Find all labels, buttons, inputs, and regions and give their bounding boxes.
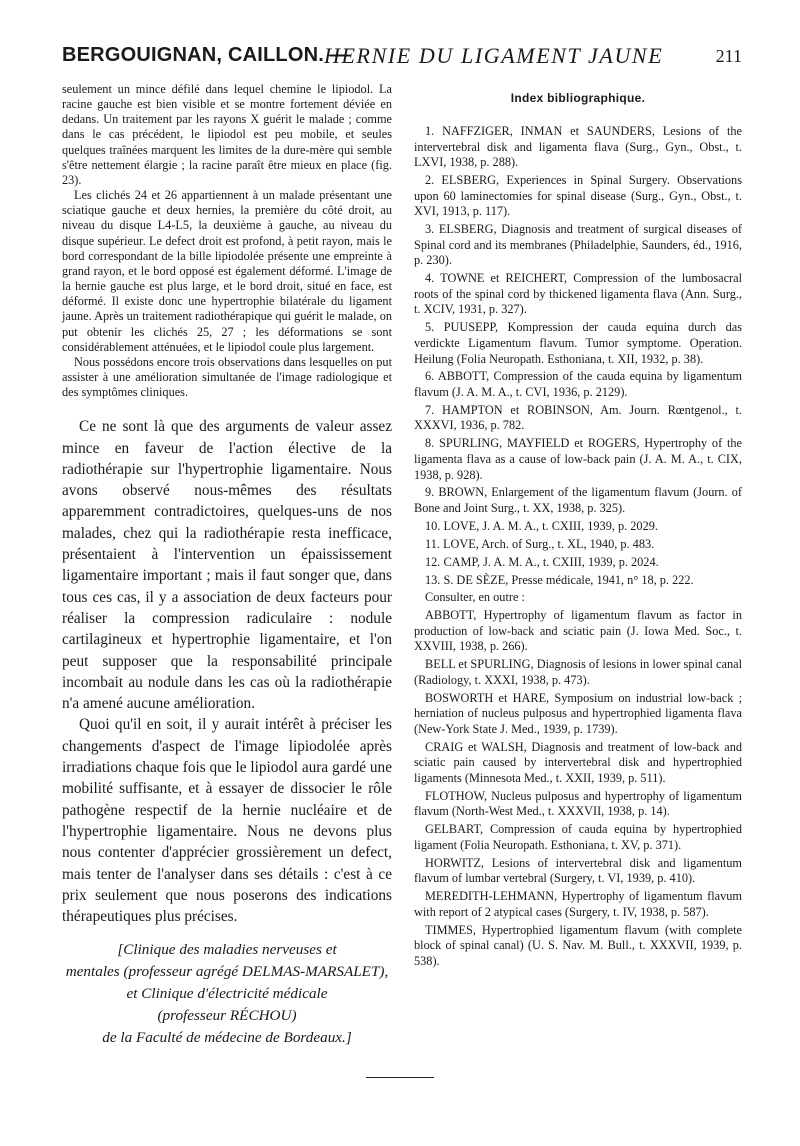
large-text-block (62, 416, 392, 927)
additional-reference-item: TIMMES, Hypertrophied ligamentum flavum (with complete block of spinal canal) (U. S. Nav. M. Bull., t. XXXVII, 1939, p. 538). (414, 922, 742, 968)
reference-item: 2. ELSBERG, Experiences in Spinal Surgery. Observations upon 60 laminectomies for spinal disease (Surg., Gyn., Obst., t. XVI, 1913, p. 117). (414, 173, 742, 219)
affiliation-line: et Clinique d'électricité médicale (126, 985, 328, 1003)
additional-reference-item: FLOTHOW, Nucleus pulposus and hypertrophy of ligamentum flavum (North-West Med., t. XXXVII, 1938, p. 14). (414, 788, 742, 819)
additional-reference-item: ABBOTT, Hypertrophy of ligamentum flavum as factor in production of low-back and sciatic pain (J. Iowa Med. Soc., t. XXVIII, 1938, p. 266). (414, 608, 742, 654)
additional-reference-item: BELL et SPURLING, Diagnosis of lesions in lower spinal canal (Radiology, t. XXXI, 1938, p. 473). (414, 657, 742, 687)
reference-item: 9. BROWN, Enlargement of the ligamentum flavum (Journ. of Bone and Joint Surg., t. XX, 1938, p. 325). (414, 485, 742, 516)
additional-reference-item: BOSWORTH et HARE, Symposium on industrial low-back ; herniation of nucleus pulposus and hypertrophied ligamenta flava (New-York State J. Med., 1939, p. 1739). (414, 690, 742, 736)
affiliation (62, 939, 392, 1049)
reference-item: 10. LOVE, J. A. M. A., t. CXIII, 1939, p. 2029. (425, 518, 658, 533)
additional-reference-item: MEREDITH-LEHMANN, Hypertrophy of ligamentum flavum with report of 2 atypical cases (Surgery, t. IV, 1938, p. 587). (414, 889, 742, 919)
paragraph: seulement un mince défilé dans lequel chemine le lipiodol. La racine gauche est bien visible et se montre fortement déviée en dedans. Un traitement par les rayons X guérit le malade ; comme dans le cas précédent, le lipiodol est peu mobile, et seules quelques traînées marquent les limites de la dure-mère qui semble s'être nettement élargie ; la racine paraît être mieux en place (fig. 23). (62, 82, 392, 187)
paragraph: Les clichés 24 et 26 appartiennent à un malade présentant une sciatique gauche et deux hernies, la première du côté droit, au niveau du disque L4-L5, la deuxième à gauche, au niveau du disque supérieur. Le defect droit est profond, à petit rayon, mais le bord correspondant de la bille lipiodolée présente une empreinte à grand rayon, et le bord opposé est également déformé. L'image de la hernie gauche est plus large, et le bord droit, situé en face, est déformé. Il existe donc une hypertrophie bilatérale du ligament jaune. Après un traitement radiothérapique qui guérit le malade, on put obtenir les clichés 25, 27 ; les déformations se sont considérablement atténuées, et le lipiodol coule plus largement. (62, 188, 392, 354)
paragraph: Nous possédons encore trois observations dans lesquelles on put assister à une amélioration simultanée de l'image radiologique et des symptômes cliniques. (62, 354, 392, 400)
left-column (62, 82, 392, 1049)
header-title: HERNIE DU LIGAMENT JAUNE (324, 43, 664, 68)
page-number: 211 (715, 46, 742, 66)
paragraph: Quoi qu'il en soit, il y aurait intérêt à préciser les changements d'aspect de l'image lipiodolée après irradiations chaque fois que le lipiodol aura gardé une mobilité suffisante, et à essayer de dissocier le rôle pathogène respectif de la hernie nucléaire et de l'hypertrophie ligamentaire. Nous ne devons plus nous contenter d'apprécier grossièrement un defect, mais tenter de l'analyser dans ses détails : c'est à ce prix seulement que nous poserons des indications thérapeutiques plus précises. (62, 716, 392, 926)
running-header (62, 44, 742, 74)
affiliation-line: de la Faculté de médecine de Bordeaux.] (102, 1029, 352, 1047)
reference-item: 8. SPURLING, MAYFIELD et ROGERS, Hypertrophy of the ligamenta flava as a cause of low-back pain (J. A. M. A., t. CIX, 1938, p. 928). (414, 436, 742, 482)
reference-item: 6. ABBOTT, Compression of the cauda equina by ligamentum flavum (J. A. M. A., t. CVI, 1936, p. 2129). (414, 369, 742, 399)
paragraph: Ce ne sont là que des arguments de valeur assez mince en faveur de l'action élective de la radiothérapie sur l'hypertrophie ligamentaire. Nous avons observé nous-mêmes des résultats apparemment contradictoires, quelques-uns de nos malades, chez qui la radiothérapie resta inefficace, présentaient à l'intervention un épaississement ligamentaire important ; mais il faut songer que, dans tous ces cas, il y a association de deux facteurs pour réaliser la compression radiculaire : nodule cartilagineux et hypertrophie ligamentaire, et l'on peut supposer que la responsabilité principale incombait au nodule dans les cas où la radiothérapie n'a amené aucune amélioration. (62, 418, 392, 713)
additional-reference-item: GELBART, Compression of cauda equina by hypertrophied ligament (Folia Neuropath. Esthoniana, t. XV, p. 371). (414, 822, 742, 852)
reference-item: 1. NAFFZIGER, INMAN et SAUNDERS, Lesions of the intervertebral disk and ligamenta flava (Surg., Gyn., Obst., t. LXVI, 1938, p. 288). (414, 124, 742, 170)
reference-item: 5. PUUSEPP, Kompression der cauda equina durch das verdickte Ligamentum flavum. Tumor symptome. Operation. Heilung (Folia Neuropath. Esthoniana, t. XII, 1932, p. 38). (414, 320, 742, 366)
reference-item: 3. ELSBERG, Diagnosis and treatment of surgical diseases of Spinal cord and its membranes (Philadelphie, Saunders, éd., 1916, p. 230). (414, 222, 742, 268)
affiliation-line: [Clinique des maladies nerveuses et (117, 941, 337, 959)
section-end-rule (366, 1077, 434, 1078)
header-authors: BERGOUIGNAN, CAILLON. — (62, 44, 350, 66)
index-title: Index bibliographique. (510, 91, 646, 105)
consult-label: Consulter, en outre : (425, 590, 525, 605)
reference-item: 11. LOVE, Arch. of Surg., t. XL, 1940, p. 483. (425, 536, 655, 551)
right-column (414, 82, 742, 972)
small-text-block (62, 82, 392, 400)
affiliation-line: mentales (professeur agrégé DELMAS-MARSALET), (65, 963, 389, 981)
reference-list (414, 124, 742, 970)
additional-reference-item: HORWITZ, Lesions of intervertebral disk and ligamentum flavum of lumbar vertebral (Surgery, t. VI, 1939, p. 410). (414, 855, 742, 886)
reference-item: 12. CAMP, J. A. M. A., t. CXIII, 1939, p. 2024. (425, 554, 659, 569)
reference-item: 13. S. DE SÈZE, Presse médicale, 1941, n° 18, p. 222. (425, 572, 694, 587)
additional-reference-item: CRAIG et WALSH, Diagnosis and treatment of low-back and sciatic pain caused by intervertebral disk and hypertrophied ligaments (Minnesota Med., t. XXII, 1939, p. 511). (414, 739, 742, 785)
reference-item: 7. HAMPTON et ROBINSON, Am. Journ. Rœntgenol., t. XXXVI, 1936, p. 782. (414, 402, 742, 433)
reference-item: 4. TOWNE et REICHERT, Compression of the lumbosacral roots of the spinal cord by thickened ligamenta flava (Ann. Surg., t. XCIV, 1931, p. 327). (414, 271, 742, 317)
affiliation-line: (professeur RÉCHOU) (157, 1007, 297, 1025)
